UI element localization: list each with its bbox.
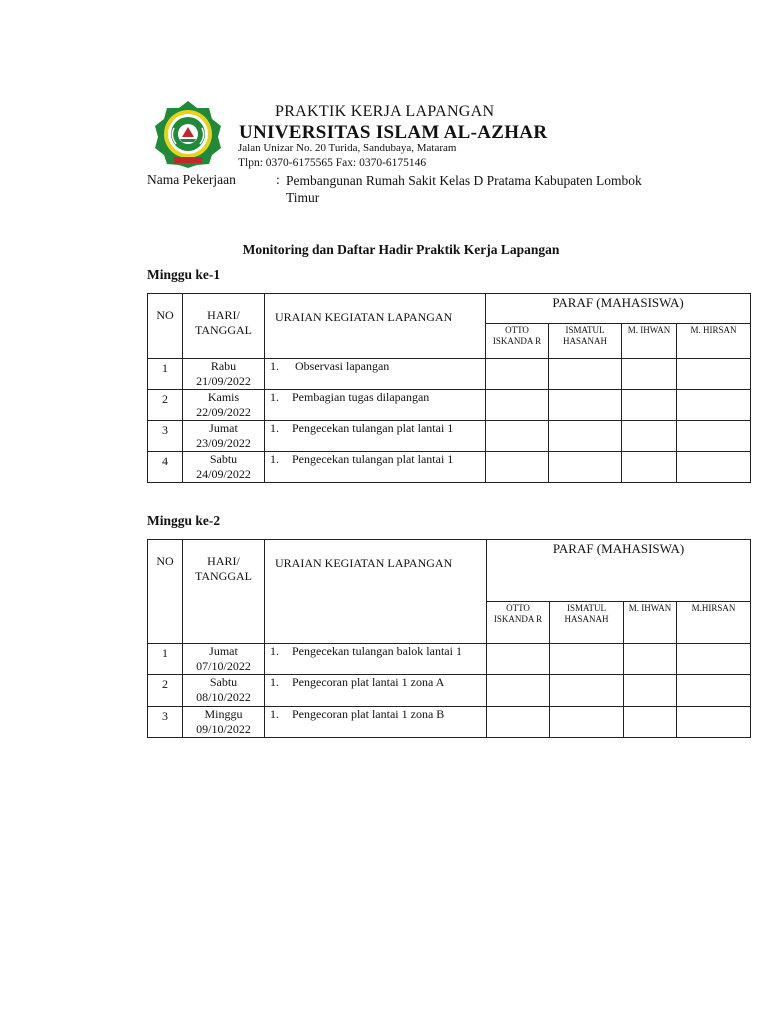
signature-cell xyxy=(677,390,751,421)
row-activity xyxy=(265,359,486,390)
signature-cell xyxy=(550,707,624,738)
signature-cell xyxy=(549,421,622,452)
row-no: 2 xyxy=(148,675,183,707)
row-day: Jumat xyxy=(209,421,238,435)
signature-cell xyxy=(624,707,677,738)
student-name: M.HIRSAN xyxy=(677,602,751,644)
signature-cell xyxy=(622,421,677,452)
row-date: 07/10/2022 xyxy=(196,659,251,673)
row-activity xyxy=(265,707,487,738)
header-day-date: HARI/ TANGGAL xyxy=(183,294,265,359)
row-day: Kamis xyxy=(207,390,240,404)
signature-cell xyxy=(486,452,549,483)
header-no: NO xyxy=(148,294,183,359)
row-day-date xyxy=(183,707,265,738)
signature-cell xyxy=(624,644,677,675)
table-row xyxy=(148,421,751,452)
row-activity xyxy=(265,644,487,675)
row-no: 1 xyxy=(148,359,183,390)
signature-cell xyxy=(677,675,751,707)
row-no: 2 xyxy=(148,390,183,421)
row-date: 21/09/2022 xyxy=(196,374,251,388)
activity-text: Pengecekan tulangan plat lantai 1 xyxy=(292,421,454,435)
signature-cell xyxy=(549,359,622,390)
signature-cell xyxy=(486,421,549,452)
activity-text: Observasi lapangan xyxy=(295,359,390,373)
signature-cell xyxy=(677,707,751,738)
row-activity xyxy=(265,452,486,483)
header-paraf: PARAF (MAHASISWA) xyxy=(486,294,751,324)
university-phone: Tlpn: 0370-6175565 Fax: 0370-6175146 xyxy=(238,157,427,169)
student-name: ISMATUL HASANAH xyxy=(549,324,622,359)
row-day-date xyxy=(183,359,265,390)
item-number: 1. xyxy=(270,675,279,689)
item-number: 1. xyxy=(270,390,279,404)
activity-text: Pengecekan tulangan plat lantai 1 xyxy=(292,452,454,466)
activity-text: Pengecoran plat lantai 1 zona B xyxy=(292,707,445,721)
student-name: OTTO ISKANDA R xyxy=(487,602,550,644)
row-day-date xyxy=(183,675,265,707)
activity-text: Pengecoran plat lantai 1 zona A xyxy=(292,675,445,689)
row-day: Rabu xyxy=(210,359,237,373)
row-date: 24/09/2022 xyxy=(196,467,251,481)
row-day: Minggu xyxy=(204,707,243,721)
header-title: PRAKTIK KERJA LAPANGAN xyxy=(275,103,495,120)
table-row xyxy=(148,644,751,675)
row-activity xyxy=(265,675,487,707)
header-no: NO xyxy=(148,540,183,644)
signature-cell xyxy=(677,421,751,452)
signature-cell xyxy=(677,359,751,390)
attendance-table-week-2 xyxy=(147,539,751,738)
week-1-title: Minggu ke-1 xyxy=(147,267,221,282)
row-day-date xyxy=(183,644,265,675)
table-row xyxy=(148,707,751,738)
signature-cell xyxy=(549,390,622,421)
row-date: 23/09/2022 xyxy=(196,436,251,450)
signature-cell xyxy=(487,644,550,675)
row-activity xyxy=(265,390,486,421)
signature-cell xyxy=(486,390,549,421)
row-date: 09/10/2022 xyxy=(196,722,251,736)
university-name: UNIVERSITAS ISLAM AL-AZHAR xyxy=(239,122,548,143)
row-date: 08/10/2022 xyxy=(196,690,251,704)
signature-cell xyxy=(677,644,751,675)
table-row xyxy=(148,390,751,421)
signature-cell xyxy=(622,359,677,390)
row-activity xyxy=(265,421,486,452)
signature-cell xyxy=(486,359,549,390)
row-no: 3 xyxy=(148,707,183,738)
row-day: Sabtu xyxy=(209,675,238,689)
row-no: 1 xyxy=(148,644,183,675)
signature-cell xyxy=(622,452,677,483)
row-day-date xyxy=(183,452,265,483)
item-number: 1. xyxy=(270,359,279,373)
student-name: M. IHWAN xyxy=(624,602,677,644)
week-2-title: Minggu ke-2 xyxy=(147,513,221,528)
activity-text: Pengecekan tulangan balok lantai 1 xyxy=(292,644,462,658)
signature-cell xyxy=(487,675,550,707)
row-no: 3 xyxy=(148,421,183,452)
item-number: 1. xyxy=(270,452,279,466)
attendance-table-week-1 xyxy=(147,293,751,483)
row-day-date xyxy=(183,421,265,452)
signature-cell xyxy=(622,390,677,421)
activity-text: Pembagian tugas dilapangan xyxy=(292,390,430,404)
student-name: M. IHWAN xyxy=(622,324,677,359)
university-address: Jalan Unizar No. 20 Turida, Sandubaya, Mataram xyxy=(238,142,457,154)
signature-cell xyxy=(549,452,622,483)
header-day-date: HARI/ TANGGAL xyxy=(183,540,265,644)
table-row xyxy=(148,359,751,390)
job-colon: : xyxy=(276,172,280,187)
header-activity: URAIAN KEGIATAN LAPANGAN xyxy=(265,294,486,359)
row-no: 4 xyxy=(148,452,183,483)
row-day-date xyxy=(183,390,265,421)
student-name: OTTO ISKANDA R xyxy=(486,324,549,359)
row-date: 22/09/2022 xyxy=(196,405,251,419)
signature-cell xyxy=(487,707,550,738)
signature-cell xyxy=(677,452,751,483)
table-row xyxy=(148,452,751,483)
university-logo xyxy=(148,100,228,168)
student-name: ISMATUL HASANAH xyxy=(550,602,624,644)
signature-cell xyxy=(550,644,624,675)
header-paraf: PARAF (MAHASISWA) xyxy=(487,540,751,602)
item-number: 1. xyxy=(270,421,279,435)
table-row xyxy=(148,675,751,707)
job-value: Pembangunan Rumah Sakit Kelas D Pratama Kabupaten Lombok Timur xyxy=(286,173,642,205)
row-day: Jumat xyxy=(209,644,238,658)
header-activity: URAIAN KEGIATAN LAPANGAN xyxy=(265,540,487,644)
student-name: M. HIRSAN xyxy=(677,324,751,359)
job-label: Nama Pekerjaan xyxy=(147,172,236,187)
signature-cell xyxy=(550,675,624,707)
item-number: 1. xyxy=(270,707,279,721)
document-title: Monitoring dan Daftar Hadir Praktik Kerja Lapangan xyxy=(242,242,560,257)
signature-cell xyxy=(624,675,677,707)
item-number: 1. xyxy=(270,644,279,658)
row-day: Sabtu xyxy=(209,452,238,466)
